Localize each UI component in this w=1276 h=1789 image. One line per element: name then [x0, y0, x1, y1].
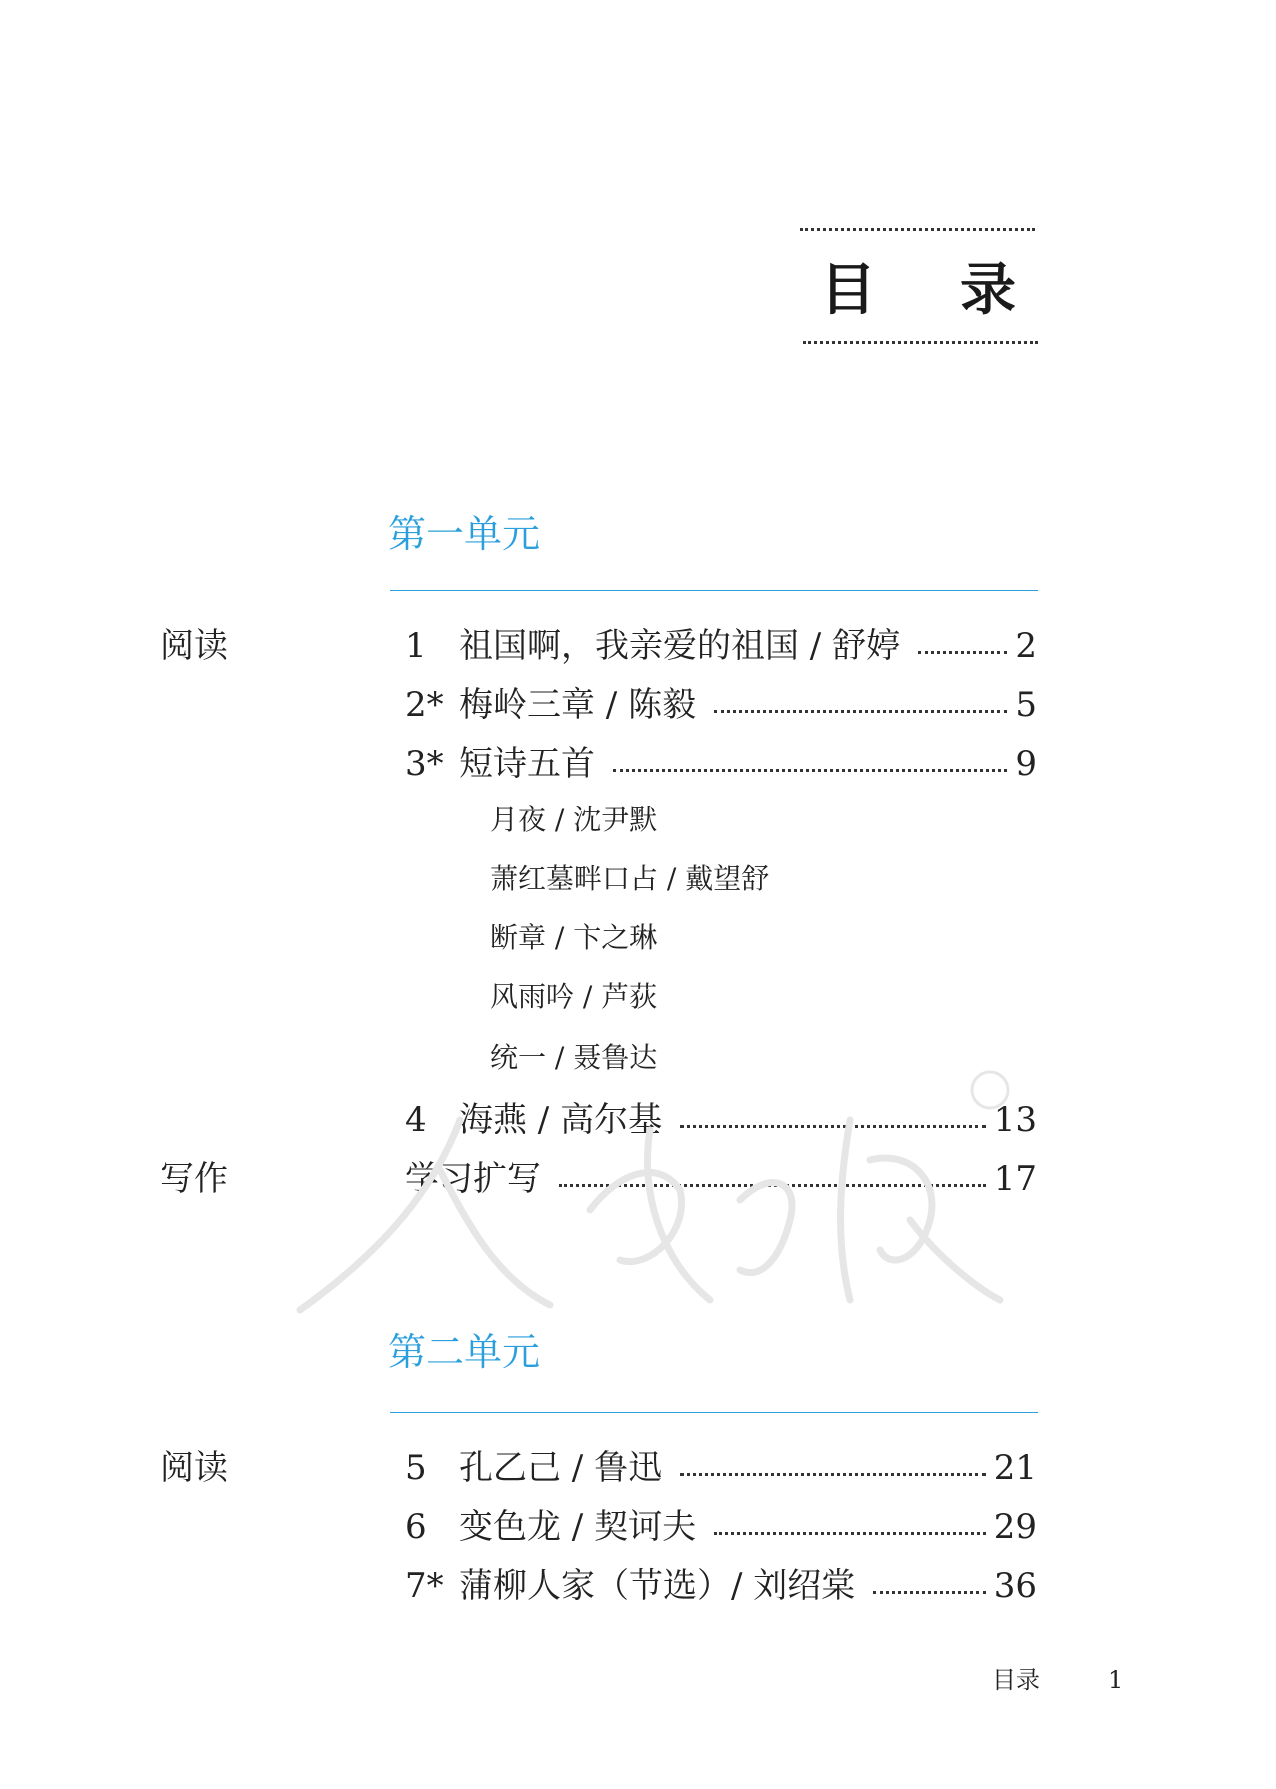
toc-entry-4[interactable]: [405, 1098, 1037, 1142]
entry-leader: [680, 1125, 986, 1128]
poem-item-5[interactable]: 统一 / 聂鲁达: [490, 1041, 658, 1074]
unit-1-writing-label: 写作: [160, 1159, 228, 1199]
entry-number: 4: [405, 1100, 427, 1140]
entry-page: 9: [1015, 744, 1037, 784]
entry-page: 2: [1015, 626, 1037, 666]
toc-entry-writing[interactable]: [405, 1157, 1037, 1201]
toc-entry-2[interactable]: [405, 683, 1037, 727]
entry-leader: [714, 1532, 986, 1535]
entry-leader: [613, 769, 1007, 772]
unit-2-reading-label: 阅读: [160, 1448, 228, 1488]
poem-item-1[interactable]: 月夜 / 沈尹默: [490, 803, 658, 836]
page-title: [800, 255, 1040, 325]
entry-page: 13: [993, 1100, 1037, 1140]
entry-page: 17: [993, 1159, 1037, 1199]
entry-number: 6: [405, 1507, 427, 1547]
poem-item-4[interactable]: 风雨吟 / 芦荻: [490, 980, 658, 1013]
entry-page: 21: [993, 1448, 1037, 1488]
unit-2-rule: [390, 1412, 1038, 1413]
toc-entry-5[interactable]: [405, 1446, 1037, 1490]
footer-label: 目录: [992, 1666, 1040, 1694]
title-char-1: 目: [820, 257, 876, 323]
entry-title: 蒲柳人家（节选）/ 刘绍棠: [459, 1566, 856, 1606]
footer-page-number: 1: [1108, 1666, 1124, 1694]
entry-leader: [873, 1591, 985, 1594]
entry-leader: [559, 1184, 986, 1187]
toc-entry-6[interactable]: [405, 1505, 1037, 1549]
entry-title: 海燕 / 高尔基: [459, 1100, 663, 1140]
poem-item-3[interactable]: 断章 / 卞之琳: [490, 921, 658, 954]
entry-title: 学习扩写: [405, 1159, 541, 1199]
toc-entry-3[interactable]: [405, 742, 1037, 786]
toc-entry-7[interactable]: [405, 1564, 1037, 1608]
entry-title: 祖国啊，我亲爱的祖国 / 舒婷: [459, 626, 901, 666]
title-char-2: 录: [960, 257, 1016, 323]
toc-entry-1[interactable]: [405, 624, 1037, 668]
entry-title: 变色龙 / 契诃夫: [459, 1507, 697, 1547]
entry-page: 29: [993, 1507, 1037, 1547]
entry-number: 7*: [405, 1566, 444, 1606]
unit-1-reading-label: 阅读: [160, 626, 228, 666]
entry-page: 5: [1015, 685, 1037, 725]
entry-title: 短诗五首: [459, 744, 595, 784]
entry-leader: [714, 710, 1007, 713]
title-top-dots: [800, 228, 1035, 231]
unit-1-title: 第一单元: [388, 512, 541, 556]
entry-title: 梅岭三章 / 陈毅: [459, 685, 697, 725]
entry-number: 5: [405, 1448, 427, 1488]
entry-leader: [680, 1473, 986, 1476]
title-bottom-dots: [803, 341, 1038, 344]
poem-item-2[interactable]: 萧红墓畔口占 / 戴望舒: [490, 862, 770, 895]
entry-number: 2*: [405, 685, 444, 725]
entry-page: 36: [993, 1566, 1037, 1606]
entry-number: 1: [405, 626, 427, 666]
entry-number: 3*: [405, 744, 444, 784]
unit-2-title: 第二单元: [388, 1330, 541, 1374]
entry-leader: [918, 651, 1007, 654]
unit-1-rule: [390, 590, 1038, 591]
entry-title: 孔乙己 / 鲁迅: [459, 1448, 663, 1488]
